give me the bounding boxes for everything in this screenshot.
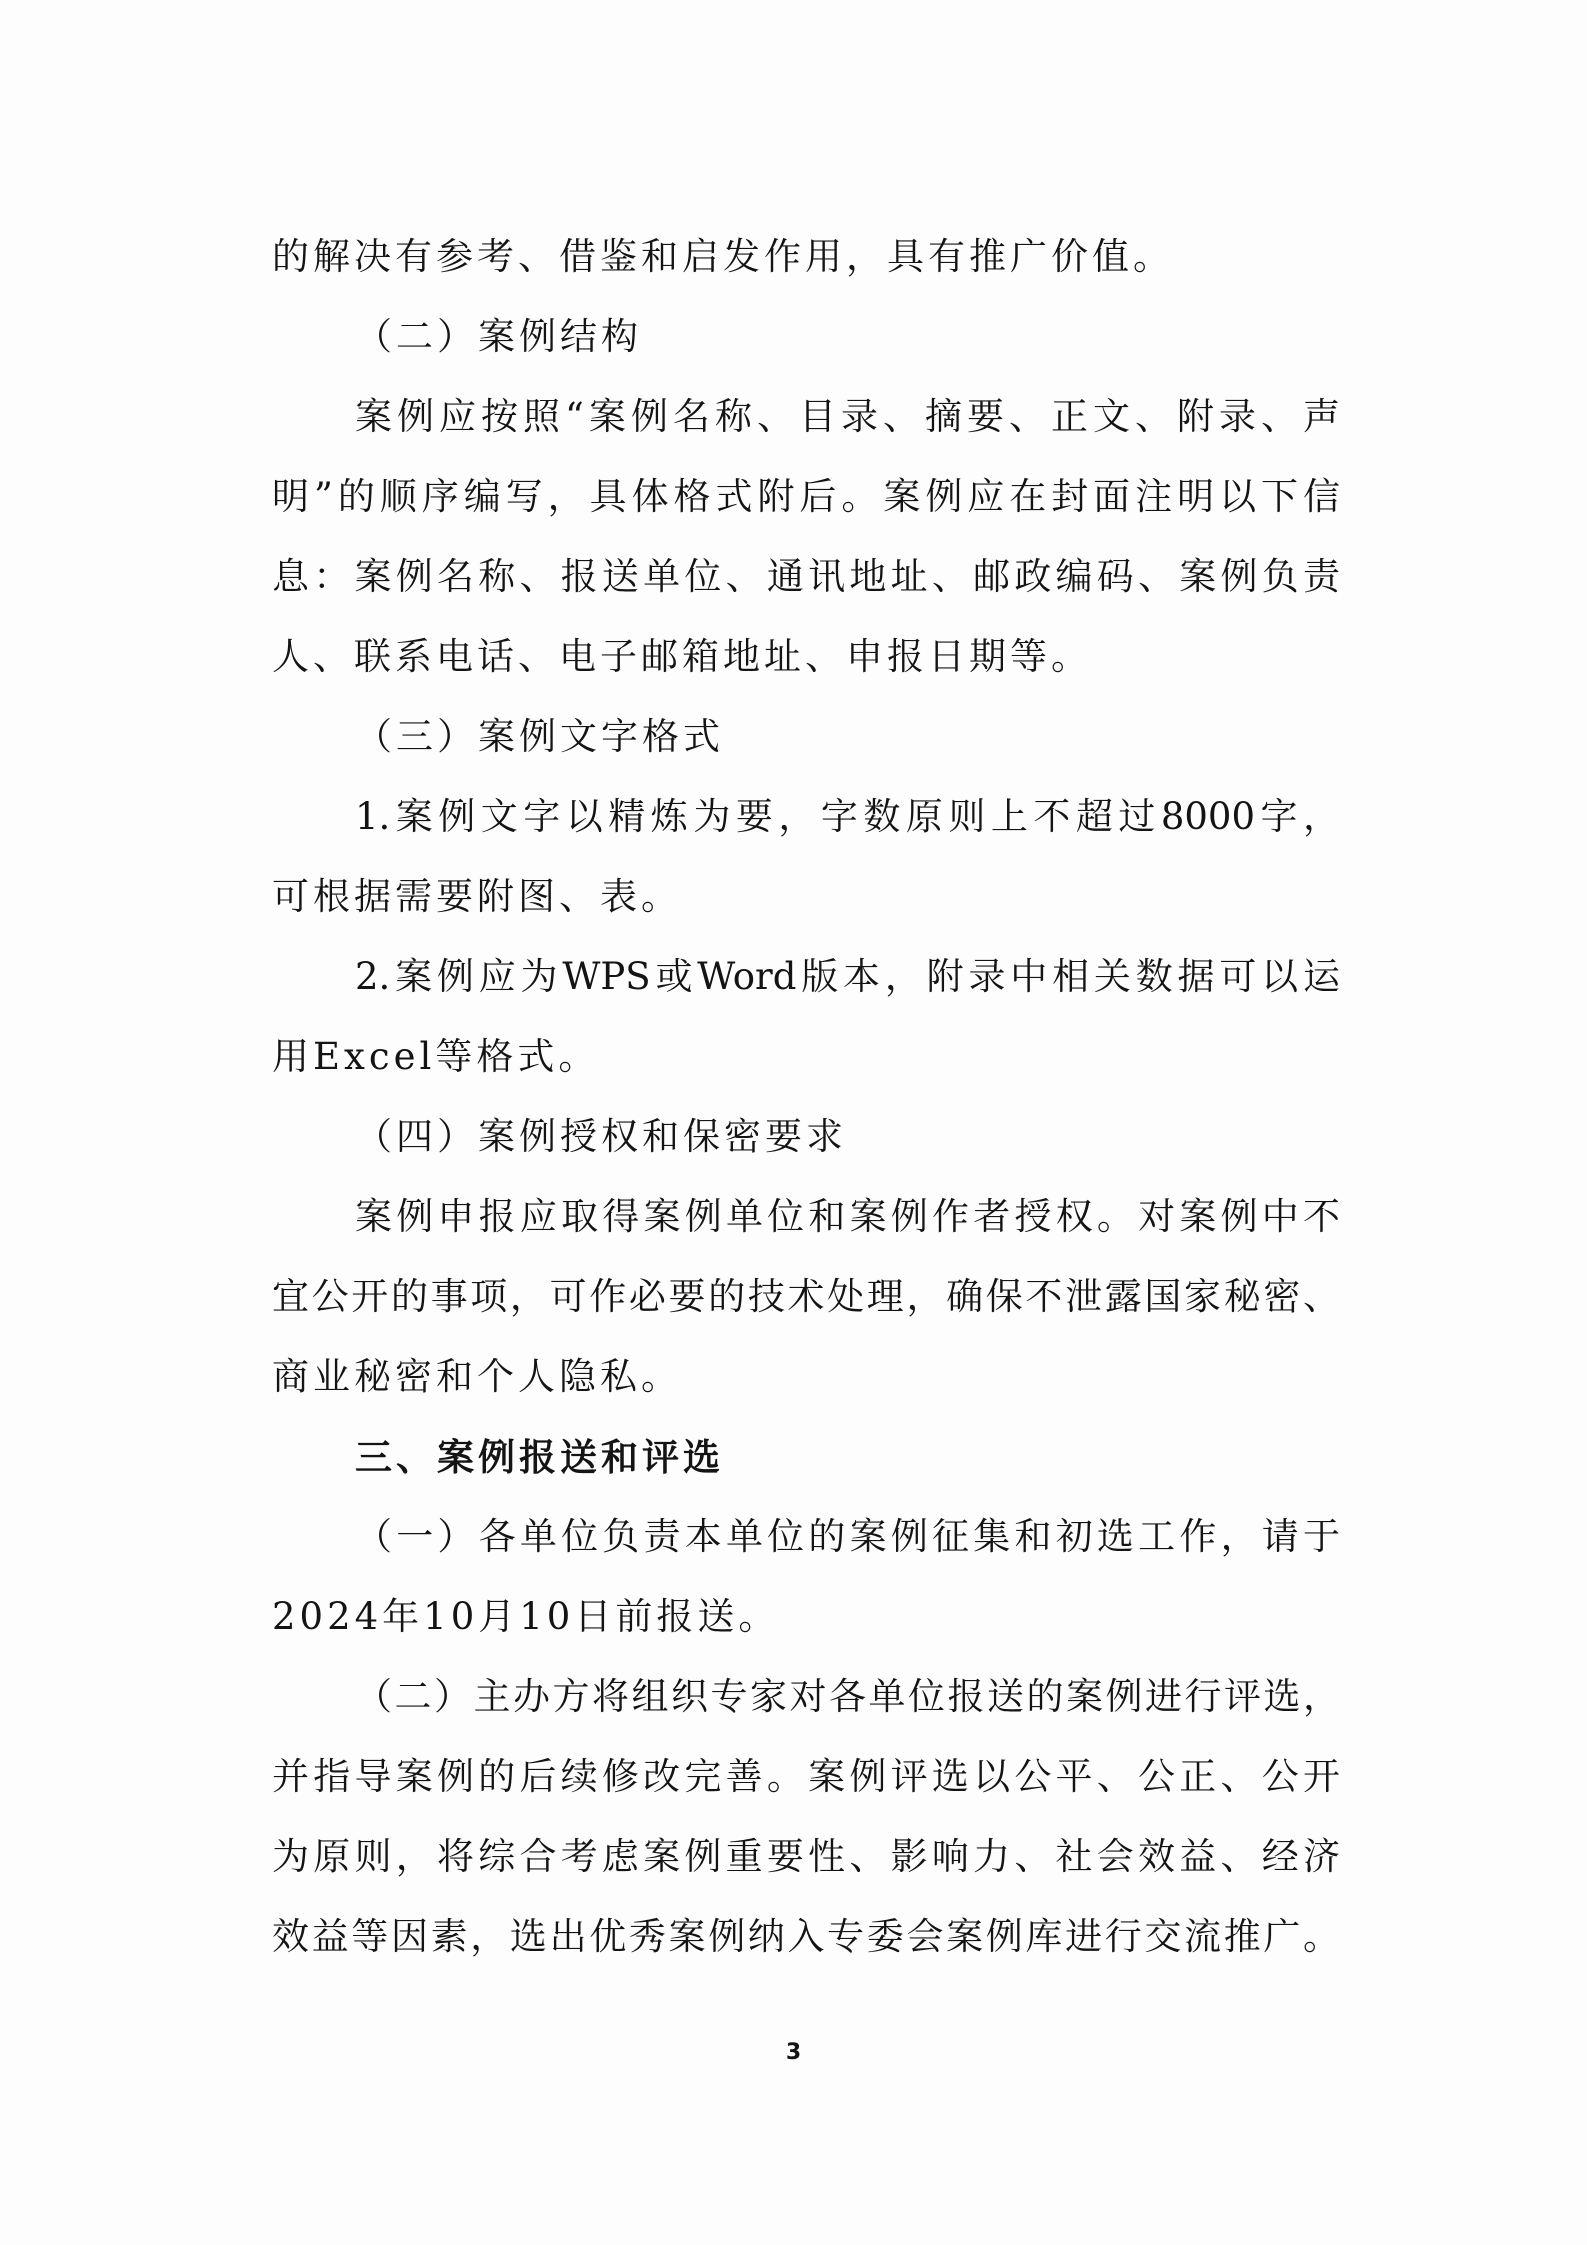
- paragraph-line: 商业秘密和个人隐私。: [272, 1355, 682, 1398]
- paragraph-line: 宜公开的事项，可作必要的技术处理，确保不泄露国家秘密、: [272, 1275, 1340, 1318]
- paragraph-line: （一）各单位负责本单位的案例征集和初选工作，请于: [355, 1515, 1340, 1558]
- page-number: 3: [785, 2040, 802, 2065]
- chapter-heading: 三、案例报送和评选: [355, 1435, 724, 1479]
- paragraph-line: 案例申报应取得案例单位和案例作者授权。对案例中不: [355, 1195, 1340, 1238]
- paragraph-line: 为原则，将综合考虑案例重要性、影响力、社会效益、经济: [272, 1835, 1340, 1878]
- paragraph-line: 用Excel等格式。: [272, 1035, 600, 1078]
- paragraph-line: 可根据需要附图、表。: [272, 875, 682, 918]
- section-heading: （三）案例文字格式: [355, 715, 724, 758]
- paragraph-line: （二）主办方将组织专家对各单位报送的案例进行评选，: [355, 1675, 1340, 1718]
- paragraph-line: 明”的顺序编写，具体格式附后。案例应在封面注明以下信: [272, 475, 1340, 518]
- paragraph-line: 1.案例文字以精炼为要，字数原则上不超过8000字，: [355, 795, 1340, 838]
- paragraph-line: 息：案例名称、报送单位、通讯地址、邮政编码、案例负责: [272, 555, 1340, 598]
- paragraph-line: 2024年10月10日前报送。: [272, 1595, 780, 1638]
- paragraph-line: 人、联系电话、电子邮箱地址、申报日期等。: [272, 635, 1092, 678]
- section-heading: （四）案例授权和保密要求: [355, 1115, 847, 1158]
- section-heading: （二）案例结构: [355, 315, 642, 358]
- paragraph-line: 的解决有参考、借鉴和启发作用，具有推广价值。: [272, 235, 1174, 278]
- paragraph-line: 案例应按照“案例名称、目录、摘要、正文、附录、声: [355, 395, 1340, 438]
- paragraph-line: 效益等因素，选出优秀案例纳入专委会案例库进行交流推广。: [272, 1915, 1340, 1958]
- paragraph-line: 2.案例应为WPS或Word版本，附录中相关数据可以运: [355, 955, 1340, 998]
- paragraph-line: 并指导案例的后续修改完善。案例评选以公平、公正、公开: [272, 1755, 1340, 1798]
